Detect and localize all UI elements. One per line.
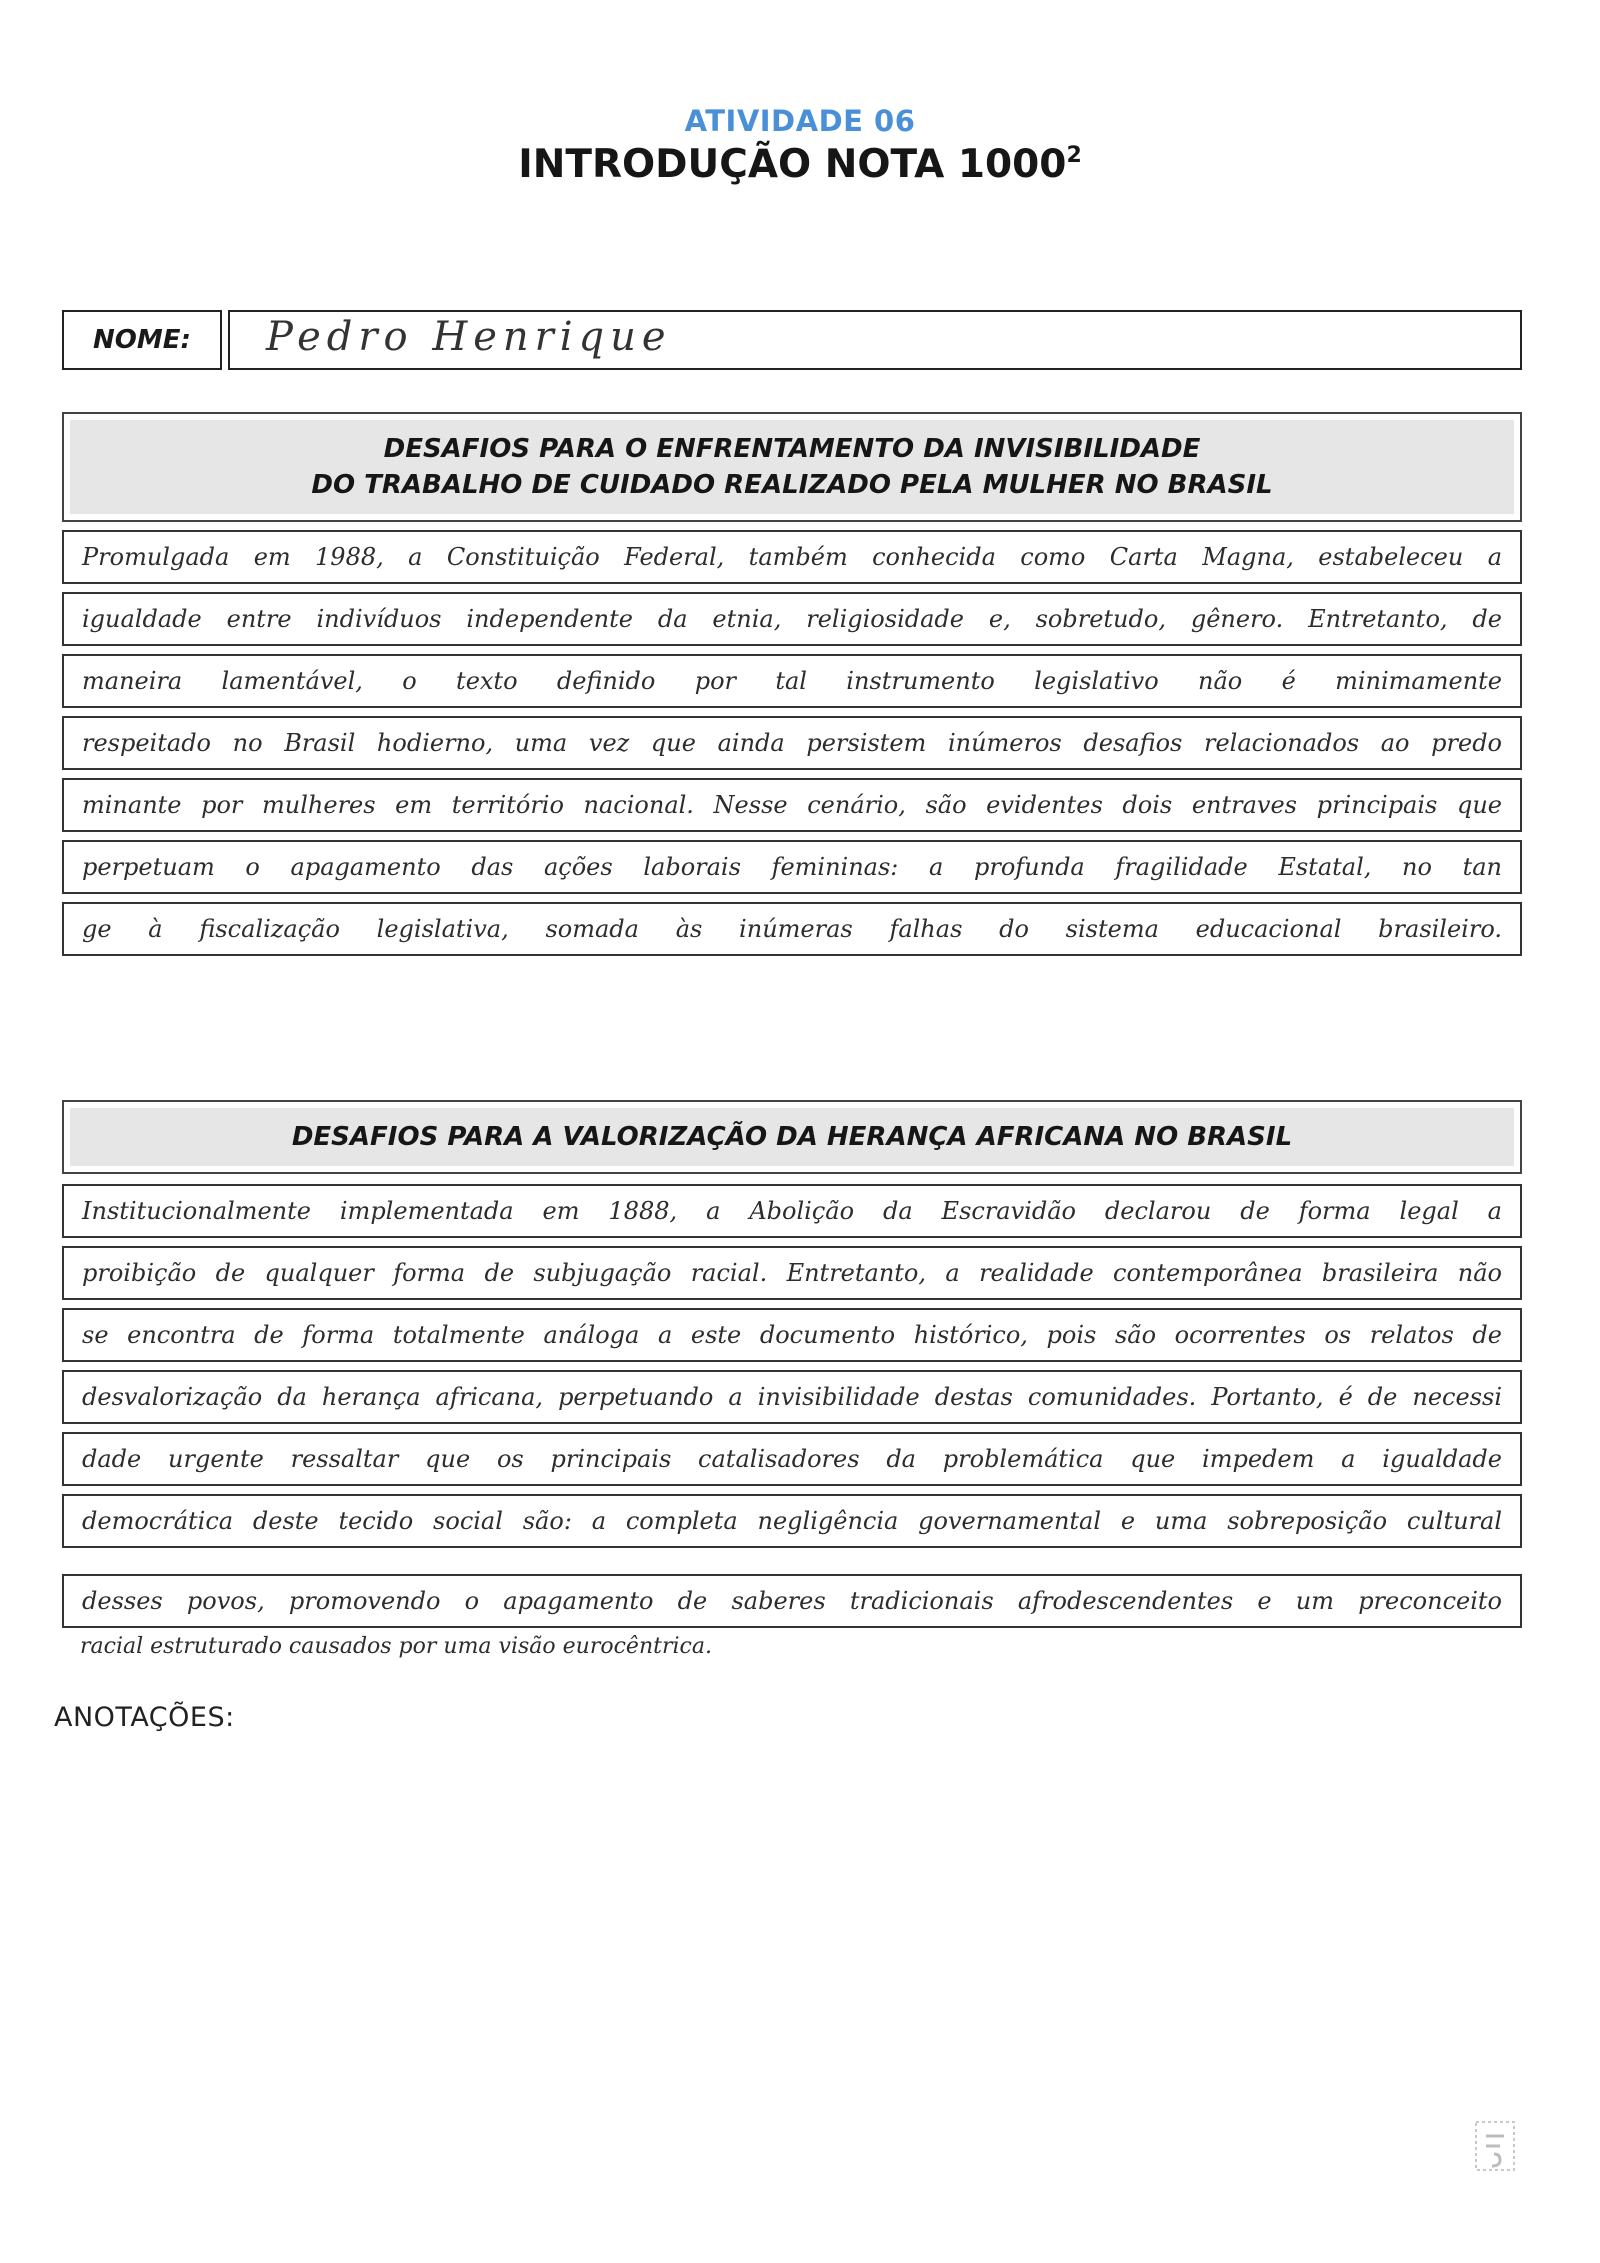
activity-label: ATIVIDADE 06 — [684, 104, 916, 138]
line-text: se encontra de forma totalmente análoga a este documento histórico, pois são ocorrentes os relatos de — [82, 1321, 1502, 1349]
section-b-title — [70, 1108, 1514, 1166]
section-b-line-2[interactable] — [62, 1246, 1522, 1300]
line-text: igualdade entre indivíduos independente da etnia, religiosidade e, sobretudo, gênero. Entretanto, de — [82, 605, 1502, 633]
line-text: maneira lamentável, o texto definido por tal instrumento legislativo não é minimamente — [82, 667, 1502, 695]
line-text: desses povos, promovendo o apagamento de saberes tradicionais afrodescendentes e um preconceito — [82, 1587, 1502, 1615]
line-text: ge à fiscalização legislativa, somada às inúmeras falhas do sistema educacional brasileiro. — [82, 915, 1502, 943]
line-text: perpetuam o apagamento das ações laborais femininas: a profunda fragilidade Estatal, no tan — [82, 853, 1502, 881]
name-field[interactable] — [228, 310, 1522, 370]
name-row — [62, 310, 1522, 374]
section-b-line-6[interactable] — [62, 1494, 1522, 1548]
line-text: minante por mulheres em território nacional. Nesse cenário, são evidentes dois entraves principais que — [82, 791, 1502, 819]
line-text: proibição de qualquer forma de subjugação racial. Entretanto, a realidade contemporânea brasileira não — [82, 1259, 1502, 1287]
name-value: Pedro Henrique — [266, 314, 672, 360]
page-title — [0, 142, 1600, 187]
section-a-line-4[interactable] — [62, 716, 1522, 770]
section-a-line-2[interactable] — [62, 592, 1522, 646]
line-text: dade urgente ressaltar que os principais catalisadores da problemática que impedem a igualdade — [82, 1445, 1502, 1473]
section-a-header — [62, 412, 1522, 522]
title-superscript: 2 — [1066, 143, 1082, 168]
section-b-line-3[interactable] — [62, 1308, 1522, 1362]
line-text: Promulgada em 1988, a Constituição Federal, também conhecida como Carta Magna, estabeleceu a — [82, 543, 1502, 571]
section-b-header — [62, 1100, 1522, 1174]
section-b-line-1[interactable] — [62, 1184, 1522, 1238]
section-a-line-5[interactable] — [62, 778, 1522, 832]
notes-label: ANOTAÇÕES: — [54, 1702, 235, 1733]
section-a-title-line2: DO TRABALHO DE CUIDADO REALIZADO PELA MULHER NO BRASIL — [311, 470, 1273, 500]
name-label: NOME: — [62, 310, 222, 370]
line-text: desvalorização da herança africana, perpetuando a invisibilidade destas comunidades. Portanto, é de necessi — [82, 1383, 1502, 1411]
section-b-line-7[interactable] — [62, 1574, 1522, 1628]
page-stamp-icon — [1472, 2118, 1518, 2174]
section-a-title-line1: DESAFIOS PARA O ENFRENTAMENTO DA INVISIBILIDADE — [383, 434, 1201, 464]
section-b-line-5[interactable] — [62, 1432, 1522, 1486]
section-a-title — [70, 420, 1514, 514]
title-text: INTRODUÇÃO NOTA 1000 — [518, 142, 1067, 187]
section-a-line-1[interactable] — [62, 530, 1522, 584]
line-text: democrática deste tecido social são: a completa negligência governamental e uma sobreposição cultural — [82, 1507, 1502, 1535]
line-text: Institucionalmente implementada em 1888, a Abolição da Escravidão declarou de forma legal a — [82, 1197, 1502, 1225]
section-b-title-text: DESAFIOS PARA A VALORIZAÇÃO DA HERANÇA AFRICANA NO BRASIL — [291, 1122, 1293, 1152]
section-b-line-4[interactable] — [62, 1370, 1522, 1424]
section-a-line-3[interactable] — [62, 654, 1522, 708]
section-a-line-6[interactable] — [62, 840, 1522, 894]
section-b-overflow-line: racial estruturado causados por uma visão eurocêntrica. — [80, 1634, 712, 1659]
section-a-line-7[interactable] — [62, 902, 1522, 956]
line-text: respeitado no Brasil hodierno, uma vez que ainda persistem inúmeros desafios relacionados ao predo — [82, 729, 1502, 757]
